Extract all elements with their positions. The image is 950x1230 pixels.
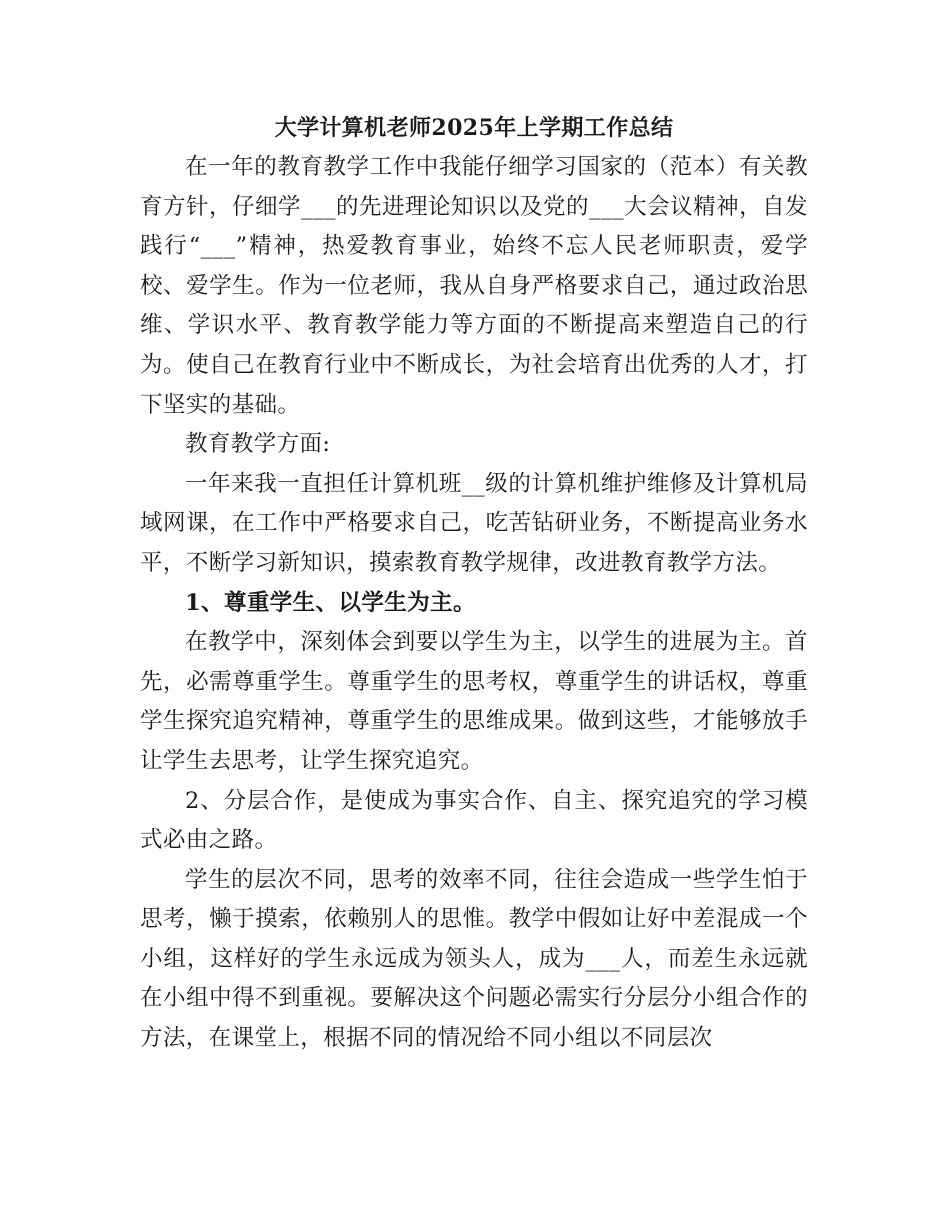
paragraph-respect-students: 在教学中，深刻体会到要以学生为主，以学生的进展为主。首先，必需尊重学生。尊重学生的思考权，尊重学生的讲话权，尊重学生探究追究精神，尊重学生的思维成果。做到这些，才能够放手让学生去思考，让学生探究追究。 xyxy=(140,629,808,774)
section-heading-respect-students: 1、尊重学生、以学生为主。 xyxy=(185,589,476,616)
paragraph-layered-cooperation: 2、分层合作，是使成为事实合作、自主、探究追究的学习模式必由之路。 xyxy=(140,787,808,854)
paragraph-student-levels: 学生的层次不同，思考的效率不同，往往会造成一些学生怕于思考，懒于摸索，依赖别人的思惟。教学中假如让好中差混成一个小组，这样好的学生永远成为领头人，成为___人，而差生永远就在小组中得不到重视。要解决这个问题必需实行分层分小组合作的方法，在课堂上，根据不同的情况给不同小组以不同层次 xyxy=(140,866,808,1052)
document-body xyxy=(140,108,808,1059)
paragraph-intro: 在一年的教育教学工作中我能仔细学习国家的（范本）有关教育方针，仔细学___的先进理论知识以及党的___大会议精神，自发践行“___”精神，热爱教育事业，始终不忘人民老师职责，爱学校、爱学生。作为一位老师，我从自身严格要求自己，通过政治思维、学识水平、教育教学能力等方面的不断提高来塑造自己的行为。使自己在教育行业中不断成长，为社会培育出优秀的人才，打下坚实的基础。 xyxy=(140,154,808,418)
paragraph-teaching-work: 一年来我一直担任计算机班__级的计算机维护维修及计算机局域网课，在工作中严格要求自己，吃苦钻研业务，不断提高业务水平，不断学习新知识，摸索教育教学规律，改进教育教学方法。 xyxy=(140,470,808,576)
section-heading-teaching: 教育教学方面: xyxy=(185,431,331,458)
page-title: 大学计算机老师2025年上学期工作总结 xyxy=(274,115,674,141)
